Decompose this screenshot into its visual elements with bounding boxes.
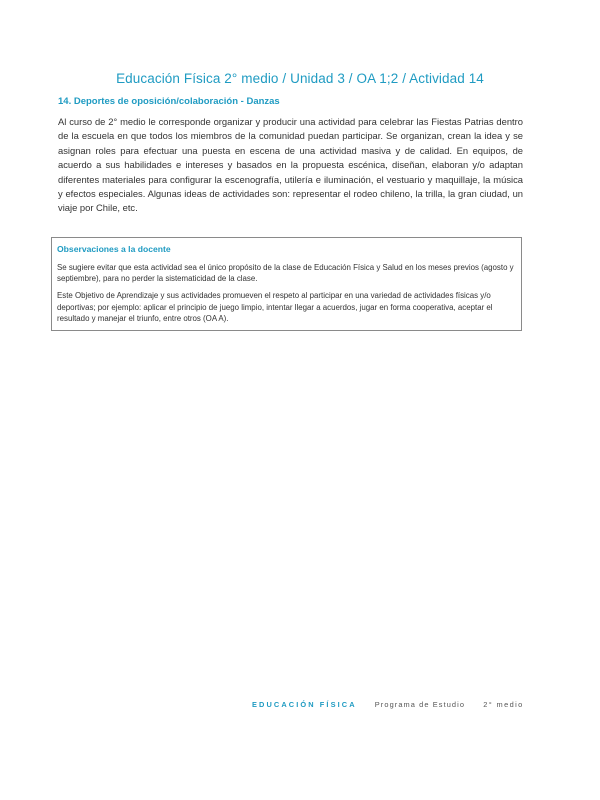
teacher-notes-title: Observaciones a la docente	[57, 244, 171, 254]
activity-description: Al curso de 2° medio le corresponde organizar y producir una actividad para celebrar las Fiestas Patrias dentro de la escuela en que todos los miembros de la comunidad puedan participar. Se organizan, crean la idea y se asignan roles para efectuar una puesta en escena de una actividad masiva y de calidad. En equipos, de acuerdo a sus habilidades e intereses y basados en la propuesta escénica, diseñan, elaboran y/o adaptan diferentes materiales para configurar la escenografía, utilería e iluminación, el vestuario y maquillaje, la música y efectos especiales. Algunas ideas de actividades son: representar el rodeo chileno, la trilla, la gran ciudad, un viaje por Chile, etc.	[58, 116, 523, 214]
page-footer	[252, 700, 524, 709]
footer-program: Programa de Estudio	[374, 700, 466, 709]
footer-level: 2° medio	[483, 700, 524, 709]
teacher-notes-box	[51, 237, 522, 331]
teacher-note-paragraph: Este Objetivo de Aprendizaje y sus actividades promueven el respeto al participar en una variedad de actividades físicas y/o deportivas; por ejemplo: aplicar el principio de juego limpio, intentar llegar a acuerdos, jugar en forma cooperativa, aceptar el resultado y manejar el triunfo, entre otros (OA A).	[57, 291, 493, 323]
teacher-note-paragraph: Se sugiere evitar que esta actividad sea el único propósito de la clase de Educación Física y Salud en los meses previos (agosto y septiembre), para no perder la sistematicidad de la clase.	[57, 263, 514, 284]
footer-subject: EDUCACIÓN FÍSICA	[252, 700, 357, 709]
page-title: Educación Física 2° medio / Unidad 3 / OA 1;2 / Actividad 14	[116, 71, 484, 86]
activity-heading: 14. Deportes de oposición/colaboración - Danzas	[58, 96, 280, 107]
